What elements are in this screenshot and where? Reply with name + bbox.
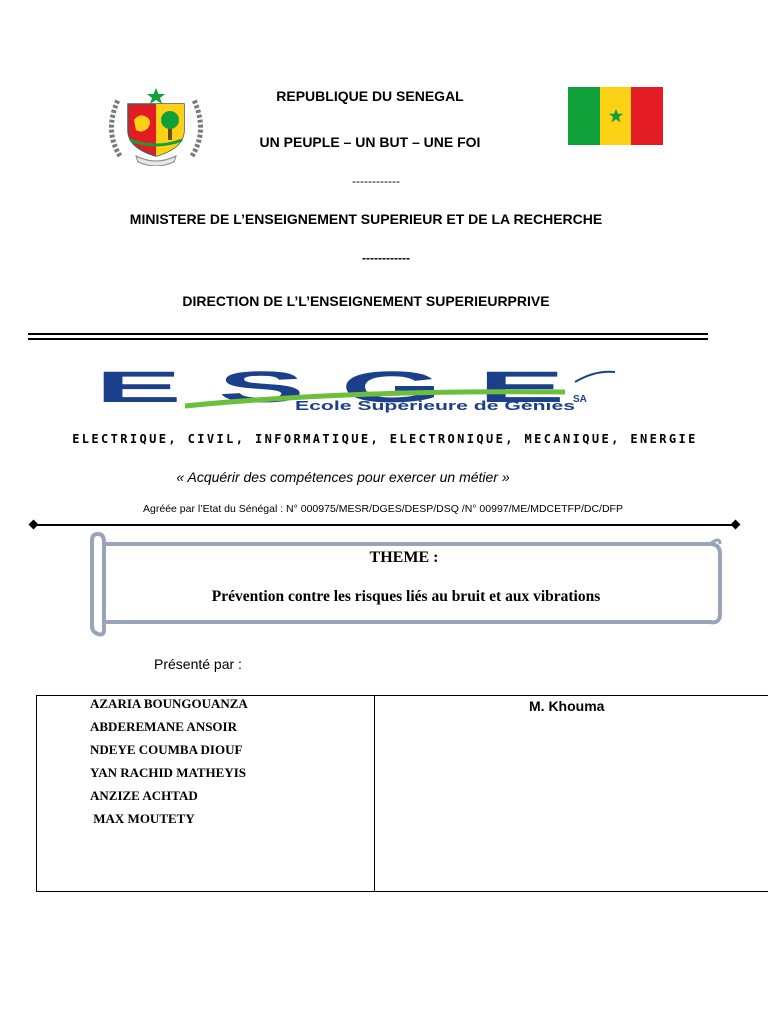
- student-name: AZARIA BOUNGOUANZA: [90, 696, 248, 711]
- divider: [32, 524, 738, 526]
- svg-text:SA: SA: [573, 394, 587, 405]
- theme-label: THEME :: [369, 549, 439, 566]
- svg-text:E S G E: E S G E: [95, 368, 565, 412]
- table-column-divider: [374, 695, 375, 892]
- ministry-name: MINISTERE DE L’ENSEIGNEMENT SUPERIEUR ET DE LA RECHERCHE: [129, 211, 603, 227]
- separator: ------------: [352, 174, 400, 188]
- diamond-icon: [29, 520, 39, 530]
- national-motto: UN PEUPLE – UN BUT – UNE FOI: [259, 134, 481, 150]
- school-logo: [95, 368, 620, 414]
- student-name: NDEYE COUMBA DIOUF: [90, 742, 243, 757]
- theme-title: Prévention contre les risques liés au bruit et aux vibrations: [211, 588, 601, 605]
- student-name: MAX MOUTETY: [90, 811, 195, 826]
- senegal-flag-icon: [568, 87, 663, 145]
- student-name: ANZIZE ACHTAD: [90, 788, 198, 803]
- direction-name: DIRECTION DE L’L’ENSEIGNEMENT SUPERIEURPRIVE: [182, 293, 550, 309]
- divider: [28, 333, 708, 340]
- supervisor-name: M. Khouma: [529, 698, 605, 714]
- school-slogan: « Acquérir des compétences pour exercer un métier »: [176, 469, 510, 485]
- svg-text:Ecole Supérieure de Génies: Ecole Supérieure de Génies: [295, 398, 575, 413]
- separator: ------------: [362, 251, 410, 265]
- student-name: ABDEREMANE ANSOIR: [90, 719, 237, 734]
- accreditation-number: Agréée par l’Etat du Sénégal : N° 000975/MESR/DGES/DESP/DSQ /N° 00997/ME/MDCETFP/DC/DFP: [143, 503, 623, 515]
- school-specialties: ELECTRIQUE, CIVIL, INFORMATIQUE, ELECTRONIQUE, MECANIQUE, ENERGIE: [72, 432, 698, 446]
- presented-by-label: Présenté par :: [154, 656, 242, 672]
- theme-scroll-banner: [84, 530, 724, 638]
- country-name: REPUBLIQUE DU SENEGAL: [276, 88, 464, 104]
- diamond-icon: [731, 520, 741, 530]
- student-name: YAN RACHID MATHEYIS: [90, 765, 247, 780]
